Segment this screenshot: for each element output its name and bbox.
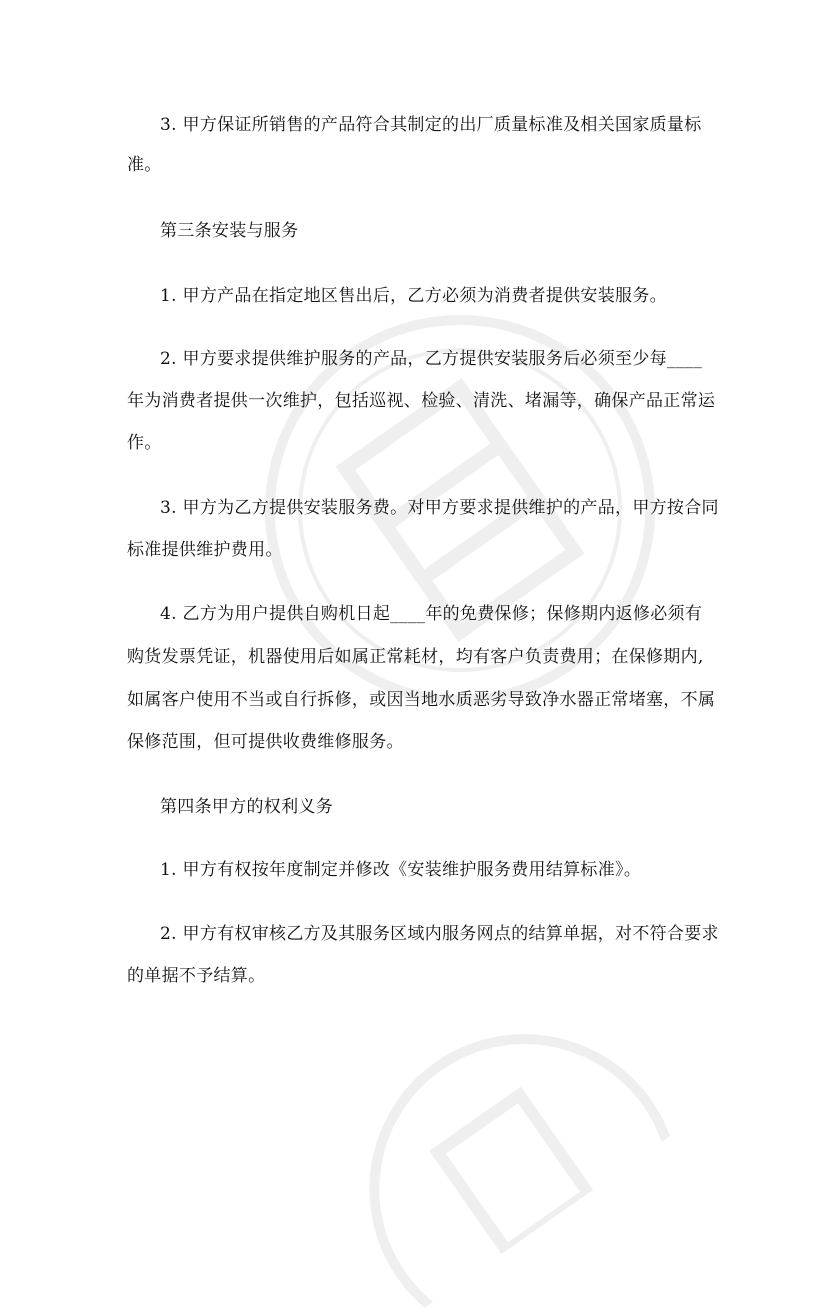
text-line: 的单据不予结算。 xyxy=(127,966,266,986)
text-line: 2. 甲方要求提供维护服务的产品，乙方提供安装服务后必须至少每____ xyxy=(160,349,703,369)
section-heading: 第四条甲方的权利义务 xyxy=(160,797,333,817)
text-line: 标准提供维护费用。 xyxy=(127,540,283,560)
text-line: 4. 乙方为用户提供自购机日起____年的免费保修；保修期内返修必须有 xyxy=(160,604,703,624)
watermark-seal-bottom xyxy=(302,966,679,1313)
text-line: 保修范围，但可提供收费维修服务。 xyxy=(127,732,404,752)
text-line: 购货发票凭证，机器使用后如属正常耗材，均有客户负责费用；在保修期内, xyxy=(127,647,704,667)
text-line: 3. 甲方保证所销售的产品符合其制定的出厂质量标准及相关国家质量标 xyxy=(160,115,702,135)
text-line: 2. 甲方有权审核乙方及其服务区域内服务网点的结算单据，对不符合要求 xyxy=(160,924,719,944)
text-line: 年为消费者提供一次维护，包括巡视、检验、清洗、堵漏等，确保产品正常运 xyxy=(127,391,716,411)
text-line: 1. 甲方有权按年度制定并修改《安装维护服务费用结算标准》。 xyxy=(160,860,642,880)
text-line: 3. 甲方为乙方提供安装服务费。对甲方要求提供维护的产品，甲方按合同 xyxy=(160,498,719,518)
text-line: 准。 xyxy=(127,155,162,175)
section-heading: 第三条安装与服务 xyxy=(160,221,299,241)
text-line: 作。 xyxy=(127,433,162,453)
text-line: 1. 甲方产品在指定地区售出后，乙方必须为消费者提供安装服务。 xyxy=(160,286,667,306)
text-line: 如属客户使用不当或自行拆修，或因当地水质恶劣导致净水器正常堵塞，不属 xyxy=(127,690,716,710)
